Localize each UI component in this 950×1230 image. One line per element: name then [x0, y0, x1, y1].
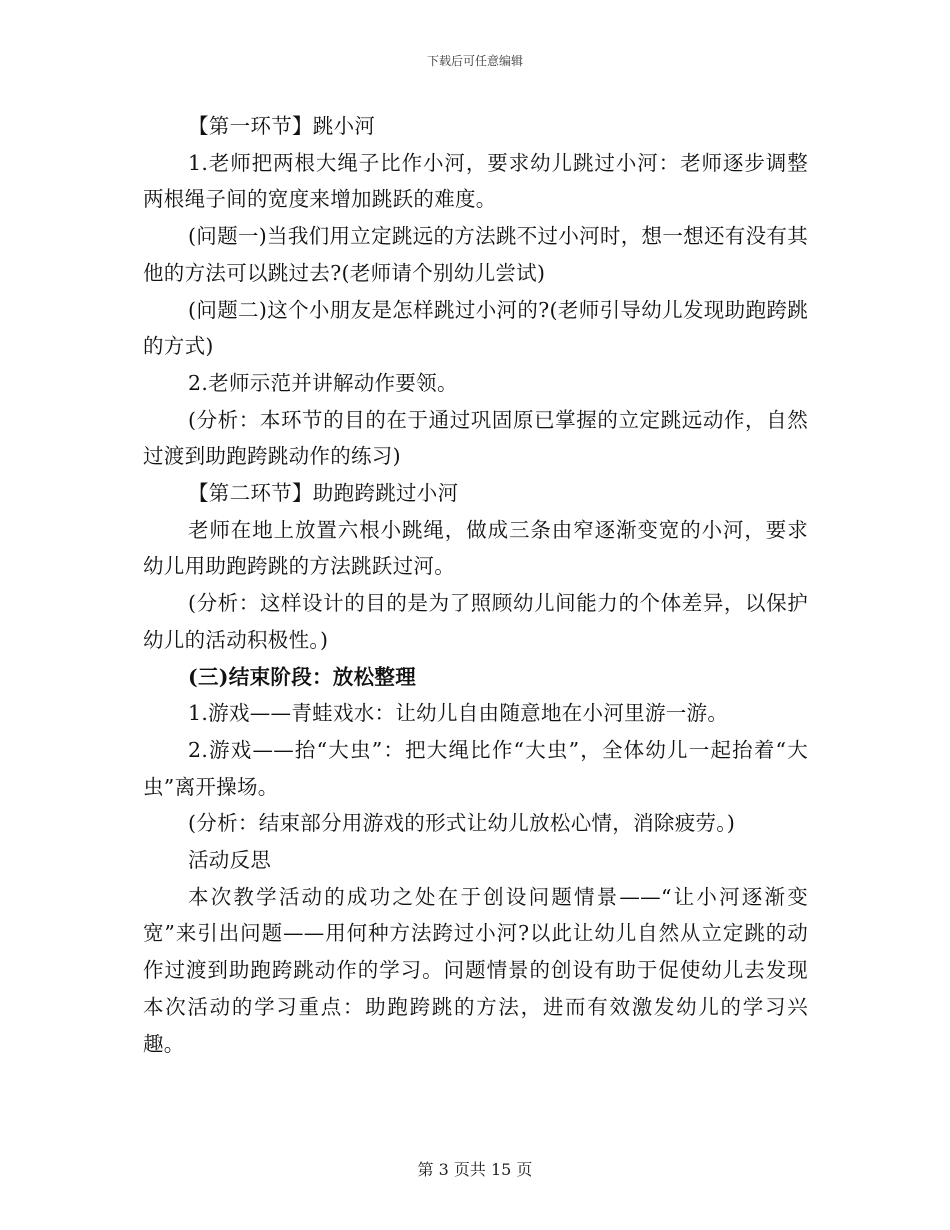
page-number: 第 3 页共 15 页 — [417, 1160, 533, 1179]
page-header-note: 下载后可任意编辑 — [426, 54, 523, 68]
paragraph-analysis-1: (分析：本环节的目的在于通过巩固原已掌握的立定跳远动作，自然过渡到助跑跨跳动作的练习) — [143, 407, 808, 469]
paragraph-step-2: 2.老师示范并讲解动作要领。 — [188, 370, 458, 395]
paragraph-game-1: 1.游戏——青蛙戏水：让幼儿自由随意地在小河里游一游。 — [188, 701, 729, 726]
section-heading-first: 【第一环节】跳小河 — [188, 114, 376, 138]
paragraph-analysis-2: (分析：这样设计的目的是为了照顾幼儿间能力的个体差异，以保护幼儿的活动积极性。) — [143, 591, 808, 652]
document-body — [143, 108, 808, 1062]
paragraph-step-1: 1.老师把两根大绳子比作小河，要求幼儿跳过小河：老师逐步调整两根绳子间的宽度来增加跳跃的难度。 — [143, 150, 808, 212]
section-heading-ending: (三)结束阶段：放松整理 — [188, 664, 416, 689]
paragraph-analysis-3: (分析：结束部分用游戏的形式让幼儿放松心情，消除疲劳。) — [188, 811, 736, 836]
paragraph-question-1: (问题一)当我们用立定跳远的方法跳不过小河时，想一想还有没有其他的方法可以跳过去?(老师请个别幼儿尝试) — [143, 224, 808, 285]
paragraph-game-2: 2.游戏——抬“大虫”：把大绳比作“大虫”，全体幼儿一起抬着“大虫”离开操场。 — [143, 737, 808, 799]
paragraph-second-activity: 老师在地上放置六根小跳绳，做成三条由窄逐渐变宽的小河，要求幼儿用助跑跨跳的方法跳跃过河。 — [143, 517, 808, 579]
paragraph-reflection: 本次教学活动的成功之处在于创设问题情景——“让小河逐渐变宽”来引出问题——用何种方法跨过小河?以此让幼儿自然从立定跳的动作过渡到助跑跨跳动作的学习。问题情景的创设有助于促使幼儿去发现本次活动的学习重点：助跑跨跳的方法，进而有效激发幼儿的学习兴趣。 — [143, 884, 808, 1056]
section-heading-second: 【第二环节】助跑跨跳过小河 — [188, 481, 459, 506]
paragraph-question-2: (问题二)这个小朋友是怎样跳过小河的?(老师引导幼儿发现助跑跨跳的方式) — [143, 297, 808, 359]
section-heading-reflection: 活动反思 — [188, 848, 272, 873]
